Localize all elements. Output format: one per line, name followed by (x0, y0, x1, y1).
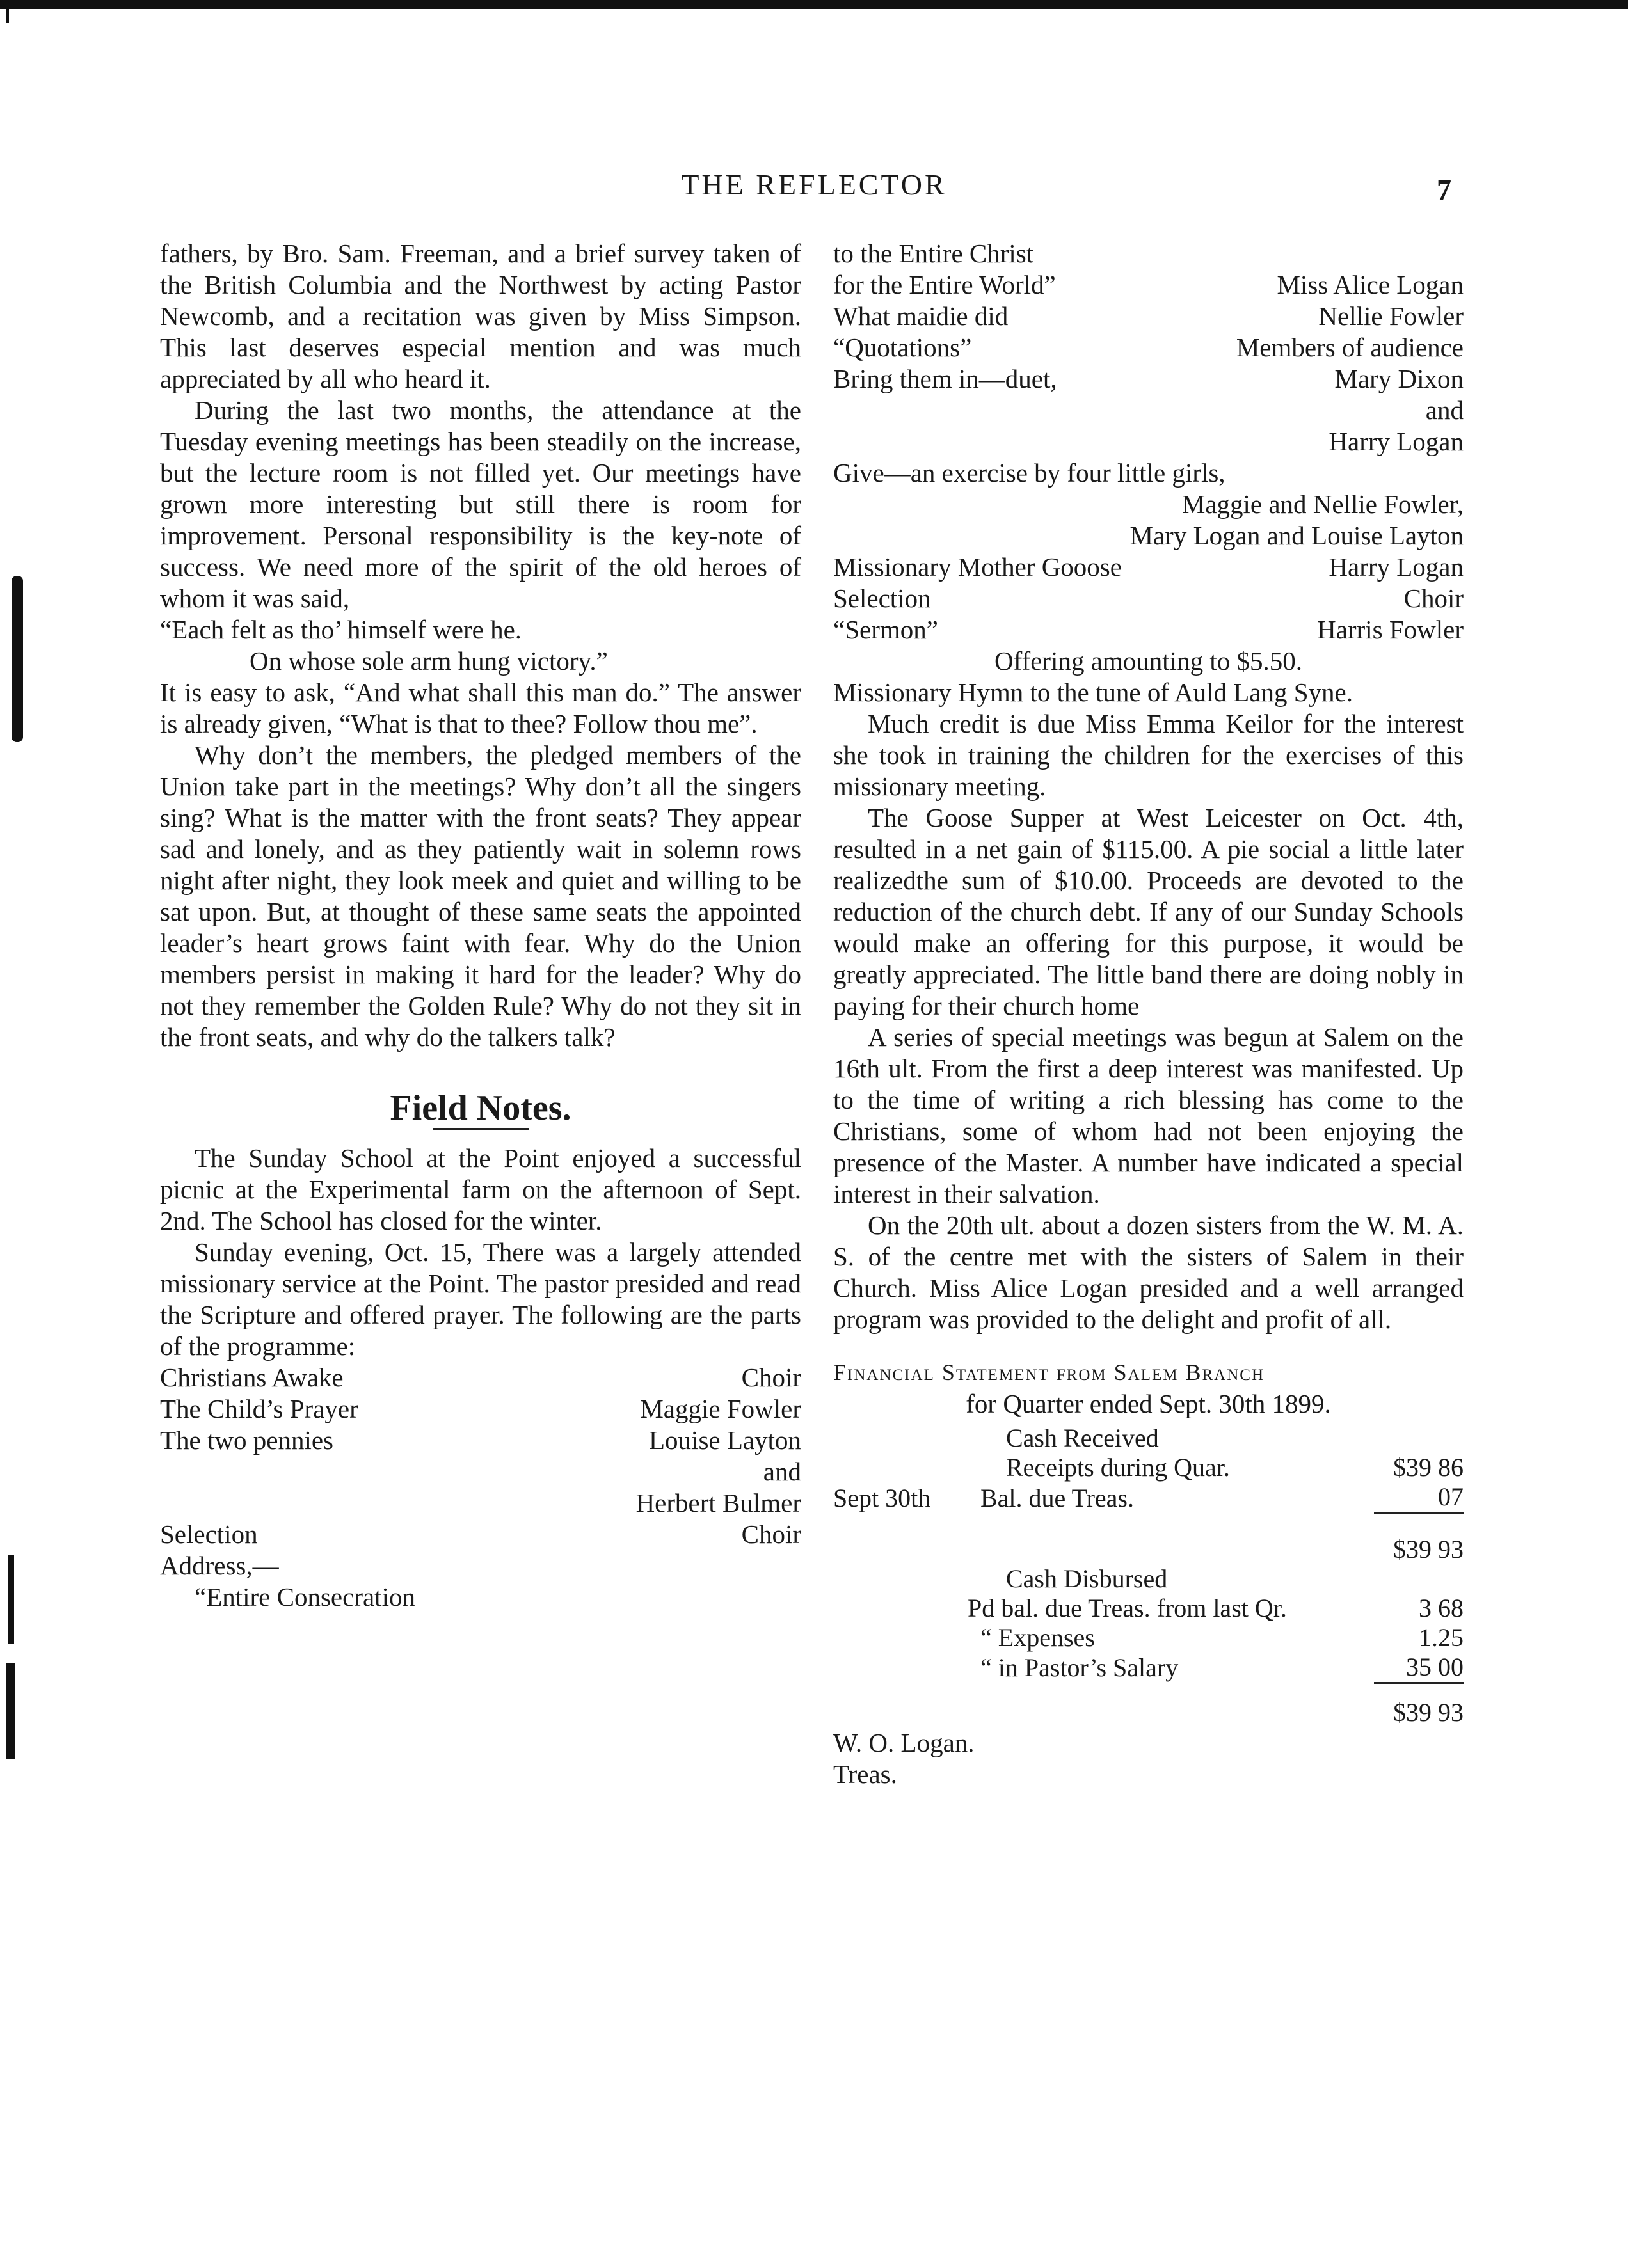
program-row (160, 1519, 801, 1550)
amount-cell: 3 68 (1419, 1593, 1464, 1622)
program-item: for the Entire World” (833, 270, 1056, 299)
table-cell: Expenses (998, 1622, 1095, 1652)
paragraph: fathers, by Bro. Sam. Freeman, and a brief survey taken of the British Columbia and the Northwest by acting Pastor Newcomb, and a recitation was given by Miss Simpson. This last deserves especial mention and was much appreciated by all who heard it. (160, 239, 801, 393)
program-item: “Entire Consecration (195, 1582, 415, 1612)
scan-mark (8, 1555, 14, 1644)
top-border-tick (6, 9, 9, 23)
table-row (833, 1683, 1464, 1727)
program-item: Christians Awake (160, 1363, 344, 1392)
page-number: 7 (1437, 173, 1451, 206)
table-cell: Bal. due Treas. (980, 1483, 1134, 1512)
financial-table (833, 1423, 1464, 1727)
program-performer: Choir (1403, 583, 1464, 613)
program-performer: Louise Layton (649, 1425, 801, 1455)
program-list (160, 1362, 801, 1613)
program-performer: Harry Logan (1329, 552, 1464, 582)
paragraph: The Sunday School at the Point enjoyed a successful picnic at the Experimental farm on the afternoon of Sept. 2nd. The School has closed for the winter. (160, 1143, 801, 1235)
signature-title: Treas. (833, 1759, 897, 1789)
paragraph: A series of special meetings was begun at Salem on the 16th ult. From the first a deep interest was manifested. Up to the time of writing a rich blessing has come to the Christians, some of whom had not been enjoying the presence of the Master. A number have indicated a special interest in their salvation. (833, 1022, 1464, 1209)
program-performer: Members of audience (1236, 333, 1464, 362)
table-cell: Cash Disbursed (1006, 1564, 1168, 1593)
program-item: Address,— (160, 1551, 279, 1580)
program-performer: and (763, 1457, 801, 1486)
paragraph: It is easy to ask, “And what shall this man do.” The answer is already given, “What is that to thee? Follow thou me”. (160, 678, 801, 738)
section-title: Field Notes. (390, 1088, 571, 1128)
program-performer: Choir (741, 1363, 801, 1392)
financial-statement-subtitle: for Quarter ended Sept. 30th 1899. (966, 1389, 1331, 1418)
paragraph: The Goose Supper at West Leicester on Oct. 4th, resulted in a net gain of $115.00. A pie social a little later realizedthe sum of $10.00. Proceeds are devoted to the reduction of the church debt. If any of our Sunday Schools would make an offering for this purpose, it would be greatly appreciated. The little band there are doing nobly in paying for their church home (833, 803, 1464, 1020)
table-cell: Pd bal. due Treas. from last Qr. (968, 1593, 1287, 1622)
table-cell: in Pastor’s Salary (998, 1653, 1179, 1682)
program-performer: Nellie Fowler (1318, 301, 1464, 331)
program-row (833, 551, 1464, 583)
program-item: to the Entire Christ (833, 239, 1034, 268)
left-column (160, 238, 801, 1613)
program-performer: Mary Dixon (1334, 364, 1464, 393)
program-item: Selection (160, 1519, 258, 1549)
amount-cell: 07 (1374, 1482, 1464, 1513)
program-row (160, 1393, 801, 1425)
paragraph: Why don’t the members, the pledged members of the Union take part in the meetings? Why don’t all the singers sing? What is the matter with the front seats? They appear sad and lonely, and as they patiently wait in solemn rows night after night, they look meek and quiet and willing to be sat upon. But, at thought of these same seats the appointed leader’s heart grows faint with fear. Why do the Union members persist in making it hard for the leader? Why do not they remember the Golden Rule? Why do not they sit in the front seats, and why do the talkers talk? (160, 740, 801, 1052)
signature-name: W. O. Logan. (833, 1728, 975, 1757)
table-row (833, 1453, 1464, 1482)
total-cell: $39 93 (1393, 1534, 1464, 1564)
ditto-mark: “ (980, 1622, 992, 1652)
financial-statement-title: Financial Statement from Salem Branch (833, 1360, 1265, 1385)
paragraph: Much credit is due Miss Emma Keilor for the interest she took in training the children for the exercises of this missionary meeting. (833, 709, 1464, 801)
program-item: What maidie did (833, 301, 1009, 331)
table-row (833, 1423, 1464, 1453)
table-row (833, 1623, 1464, 1653)
program-item: “Sermon” (833, 615, 938, 644)
table-cell: Cash Received (1006, 1423, 1159, 1452)
quote-line: On whose sole arm hung victory.” (250, 646, 608, 676)
hymn-line: Missionary Hymn to the tune of Auld Lang Syne. (833, 678, 1353, 707)
program-performer: Mary Logan and Louise Layton (1129, 521, 1464, 550)
program-item: Bring them in—duet, (833, 364, 1057, 393)
program-performer: Herbert Bulmer (635, 1488, 801, 1518)
paragraph: On the 20th ult. about a dozen sisters from the W. M. A. S. of the centre met with the sisters of Salem in their Church. Miss Alice Logan presided and a well arranged program was provided to the delight and profit of all. (833, 1210, 1464, 1334)
program-item: Give—an exercise by four little girls, (833, 458, 1225, 488)
section-rule (433, 1128, 529, 1130)
program-item: Selection (833, 583, 931, 613)
scan-mark (12, 576, 23, 742)
program-row (833, 614, 1464, 646)
right-column (833, 238, 1464, 1790)
paragraph: Sunday evening, Oct. 15, There was a largely attended missionary service at the Point. The pastor presided and read the Scripture and offered prayer. The following are the parts of the programme: (160, 1237, 801, 1361)
table-row (833, 1653, 1464, 1683)
program-performer: and (1425, 395, 1464, 425)
amount-cell: 1.25 (1419, 1622, 1464, 1652)
amount-cell: 35 00 (1374, 1653, 1464, 1683)
program-performer: Maggie and Nellie Fowler, (1181, 489, 1464, 519)
program-row (160, 1425, 801, 1456)
program-item: The Child’s Prayer (160, 1394, 358, 1423)
program-performer: Harris Fowler (1317, 615, 1464, 644)
page-header-title: THE REFLECTOR (681, 168, 947, 201)
program-item: Missionary Mother Gooose (833, 552, 1122, 582)
total-cell: $39 93 (1393, 1698, 1464, 1727)
quote-line: “Each felt as tho’ himself were he. (160, 615, 522, 644)
program-row (833, 301, 1464, 332)
program-item: The two pennies (160, 1425, 333, 1455)
program-performer: Maggie Fowler (640, 1394, 801, 1423)
table-row (833, 1594, 1464, 1623)
program-performer: Miss Alice Logan (1277, 270, 1464, 299)
program-row (833, 269, 1464, 301)
program-row (833, 332, 1464, 363)
program-row (833, 583, 1464, 614)
program-row (833, 363, 1464, 395)
top-border (0, 0, 1628, 9)
scan-mark (6, 1663, 15, 1759)
offering-line: Offering amounting to $5.50. (994, 646, 1302, 676)
amount-cell: $39 86 (1393, 1453, 1464, 1482)
program-performer: Choir (741, 1519, 801, 1549)
paragraph: During the last two months, the attendance at the Tuesday evening meetings has been steadily on the increase, but the lecture room is not filled yet. Our meetings have grown more interesting but still there is room for improvement. Personal responsibility is the key-note of success. We need more of the spirit of the old heroes of whom it was said, (160, 395, 801, 613)
program-row (160, 1362, 801, 1393)
table-cell: Sept 30th (833, 1483, 931, 1512)
table-row (833, 1513, 1464, 1564)
table-cell: Receipts during Quar. (1006, 1453, 1230, 1482)
ditto-mark: “ (980, 1653, 992, 1682)
program-item: “Quotations” (833, 333, 972, 362)
program-performer: Harry Logan (1329, 427, 1464, 456)
table-row (833, 1564, 1464, 1594)
table-row (833, 1482, 1464, 1513)
